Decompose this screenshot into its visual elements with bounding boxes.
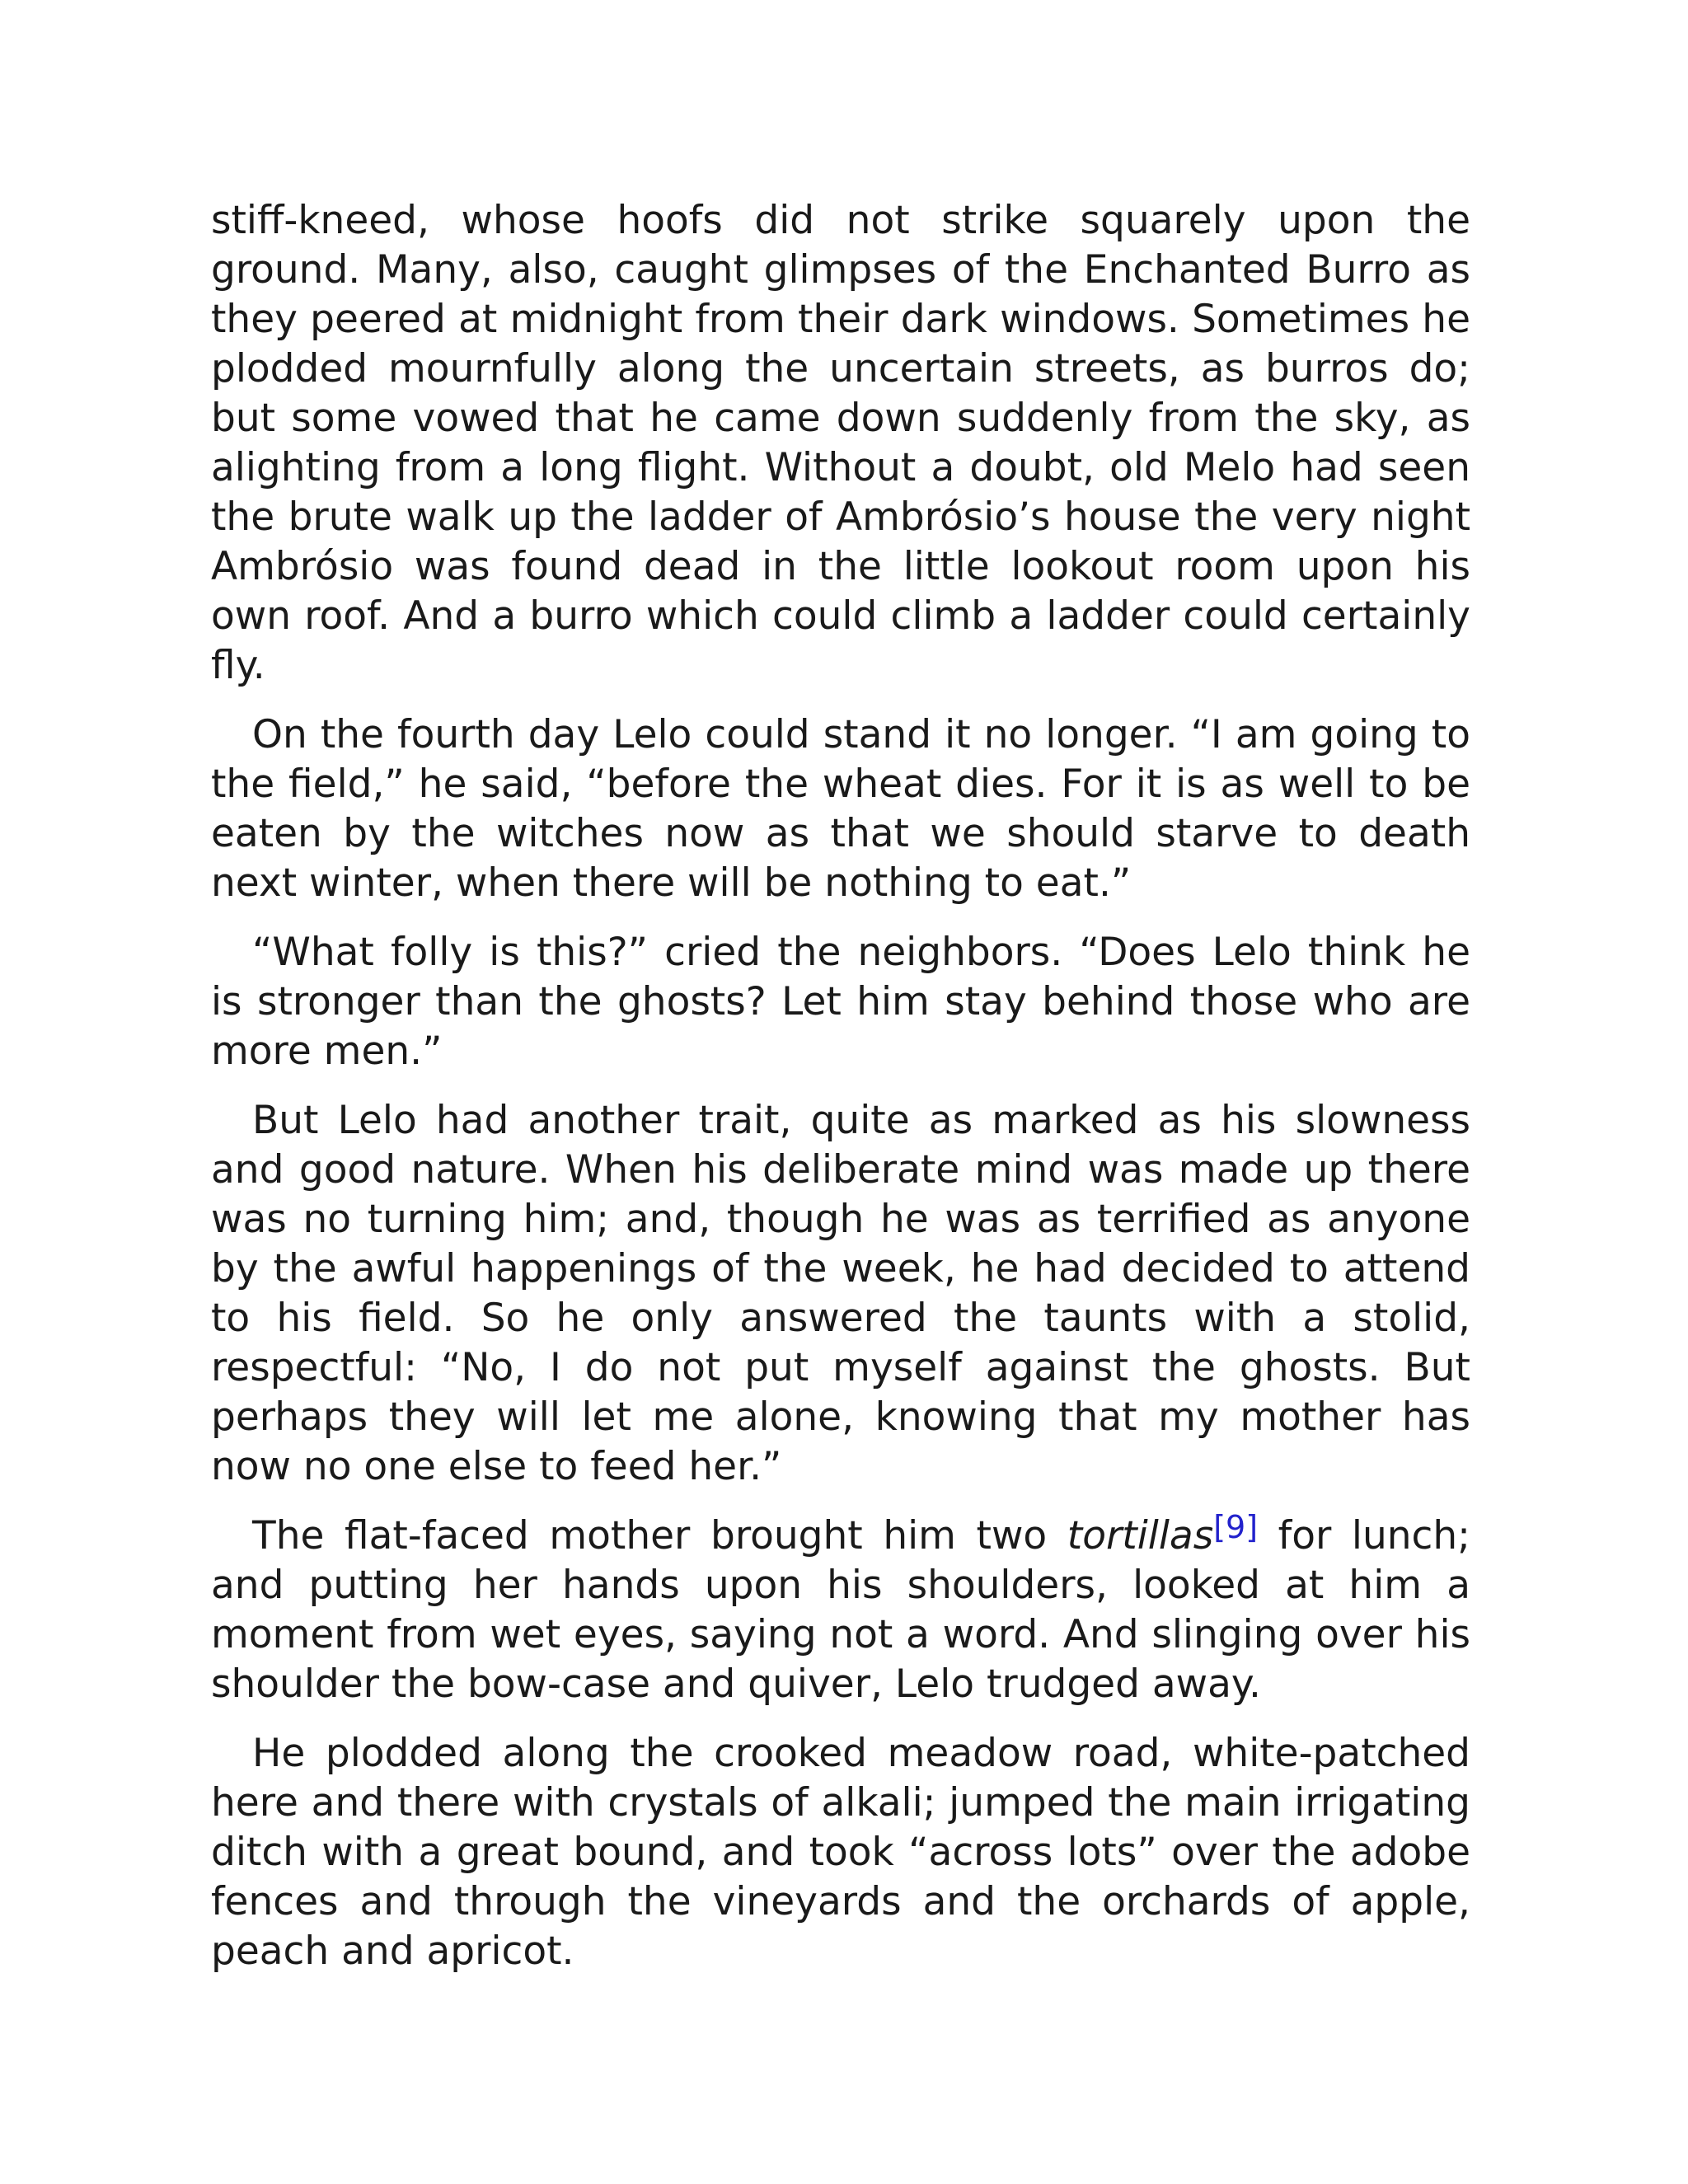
paragraph-5-before: The flat-faced mother brought him two — [252, 1513, 1067, 1558]
paragraph-3: “What folly is this?” cried the neighbors. “Does Lelo think he is stronger than the ghosts? Let him stay behind those who are more men.” — [211, 930, 1470, 1074]
italic-word-tortillas: tortillas — [1067, 1513, 1214, 1558]
paragraph-1: stiff-kneed, whose hoofs did not strike squarely upon the ground. Many, also, caught glimpses of the Enchanted Burro as they peered at midnight from their dark windows. Sometimes he plodded mournfully along the uncertain streets, as burros do; but some vowed that he came down suddenly from the sky, as alighting from a long flight. Without a doubt, old Melo had seen the brute walk up the ladder of Ambrósio’s house the very night Ambrósio was found dead in the little lookout room upon his own roof. And a burro which could climb a ladder could certainly fly. — [211, 198, 1470, 688]
paragraph-2: On the fourth day Lelo could stand it no longer. “I am going to the field,” he said, “before the wheat dies. For it is as well to be eaten by the witches now as that we should starve to death next winter, when there will be nothing to eat.” — [211, 712, 1470, 906]
page-body — [211, 196, 1470, 1996]
paragraph-6: He plodded along the crooked meadow road, white-patched here and there with crystals of alkali; jumped the main irrigating ditch with a great bound, and took “across lots” over the adobe fences and through the vineyards and the orchards of apple, peach and apricot. — [211, 1731, 1470, 1974]
paragraph-4: But Lelo had another trait, quite as marked as his slowness and good nature. When his deliberate mind was made up there was no turning him; and, though he was as terrified as anyone by the awful happenings of the week, he had decided to attend to his field. So he only answered the taunts with a stolid, respectful: “No, I do not put myself against the ghosts. But perhaps they will let me alone, knowing that my mother has now no one else to feed her.” — [211, 1098, 1470, 1489]
paragraph-5 — [211, 1511, 1470, 1709]
paragraph-5-after: for lunch; and putting her hands upon his shoulders, looked at him a moment from wet eyes, saying not a word. And slinging over his shoulder the bow-case and quiver, Lelo trudged away. — [211, 1513, 1470, 1707]
footnote-link-9[interactable]: [9] — [1213, 1509, 1259, 1546]
